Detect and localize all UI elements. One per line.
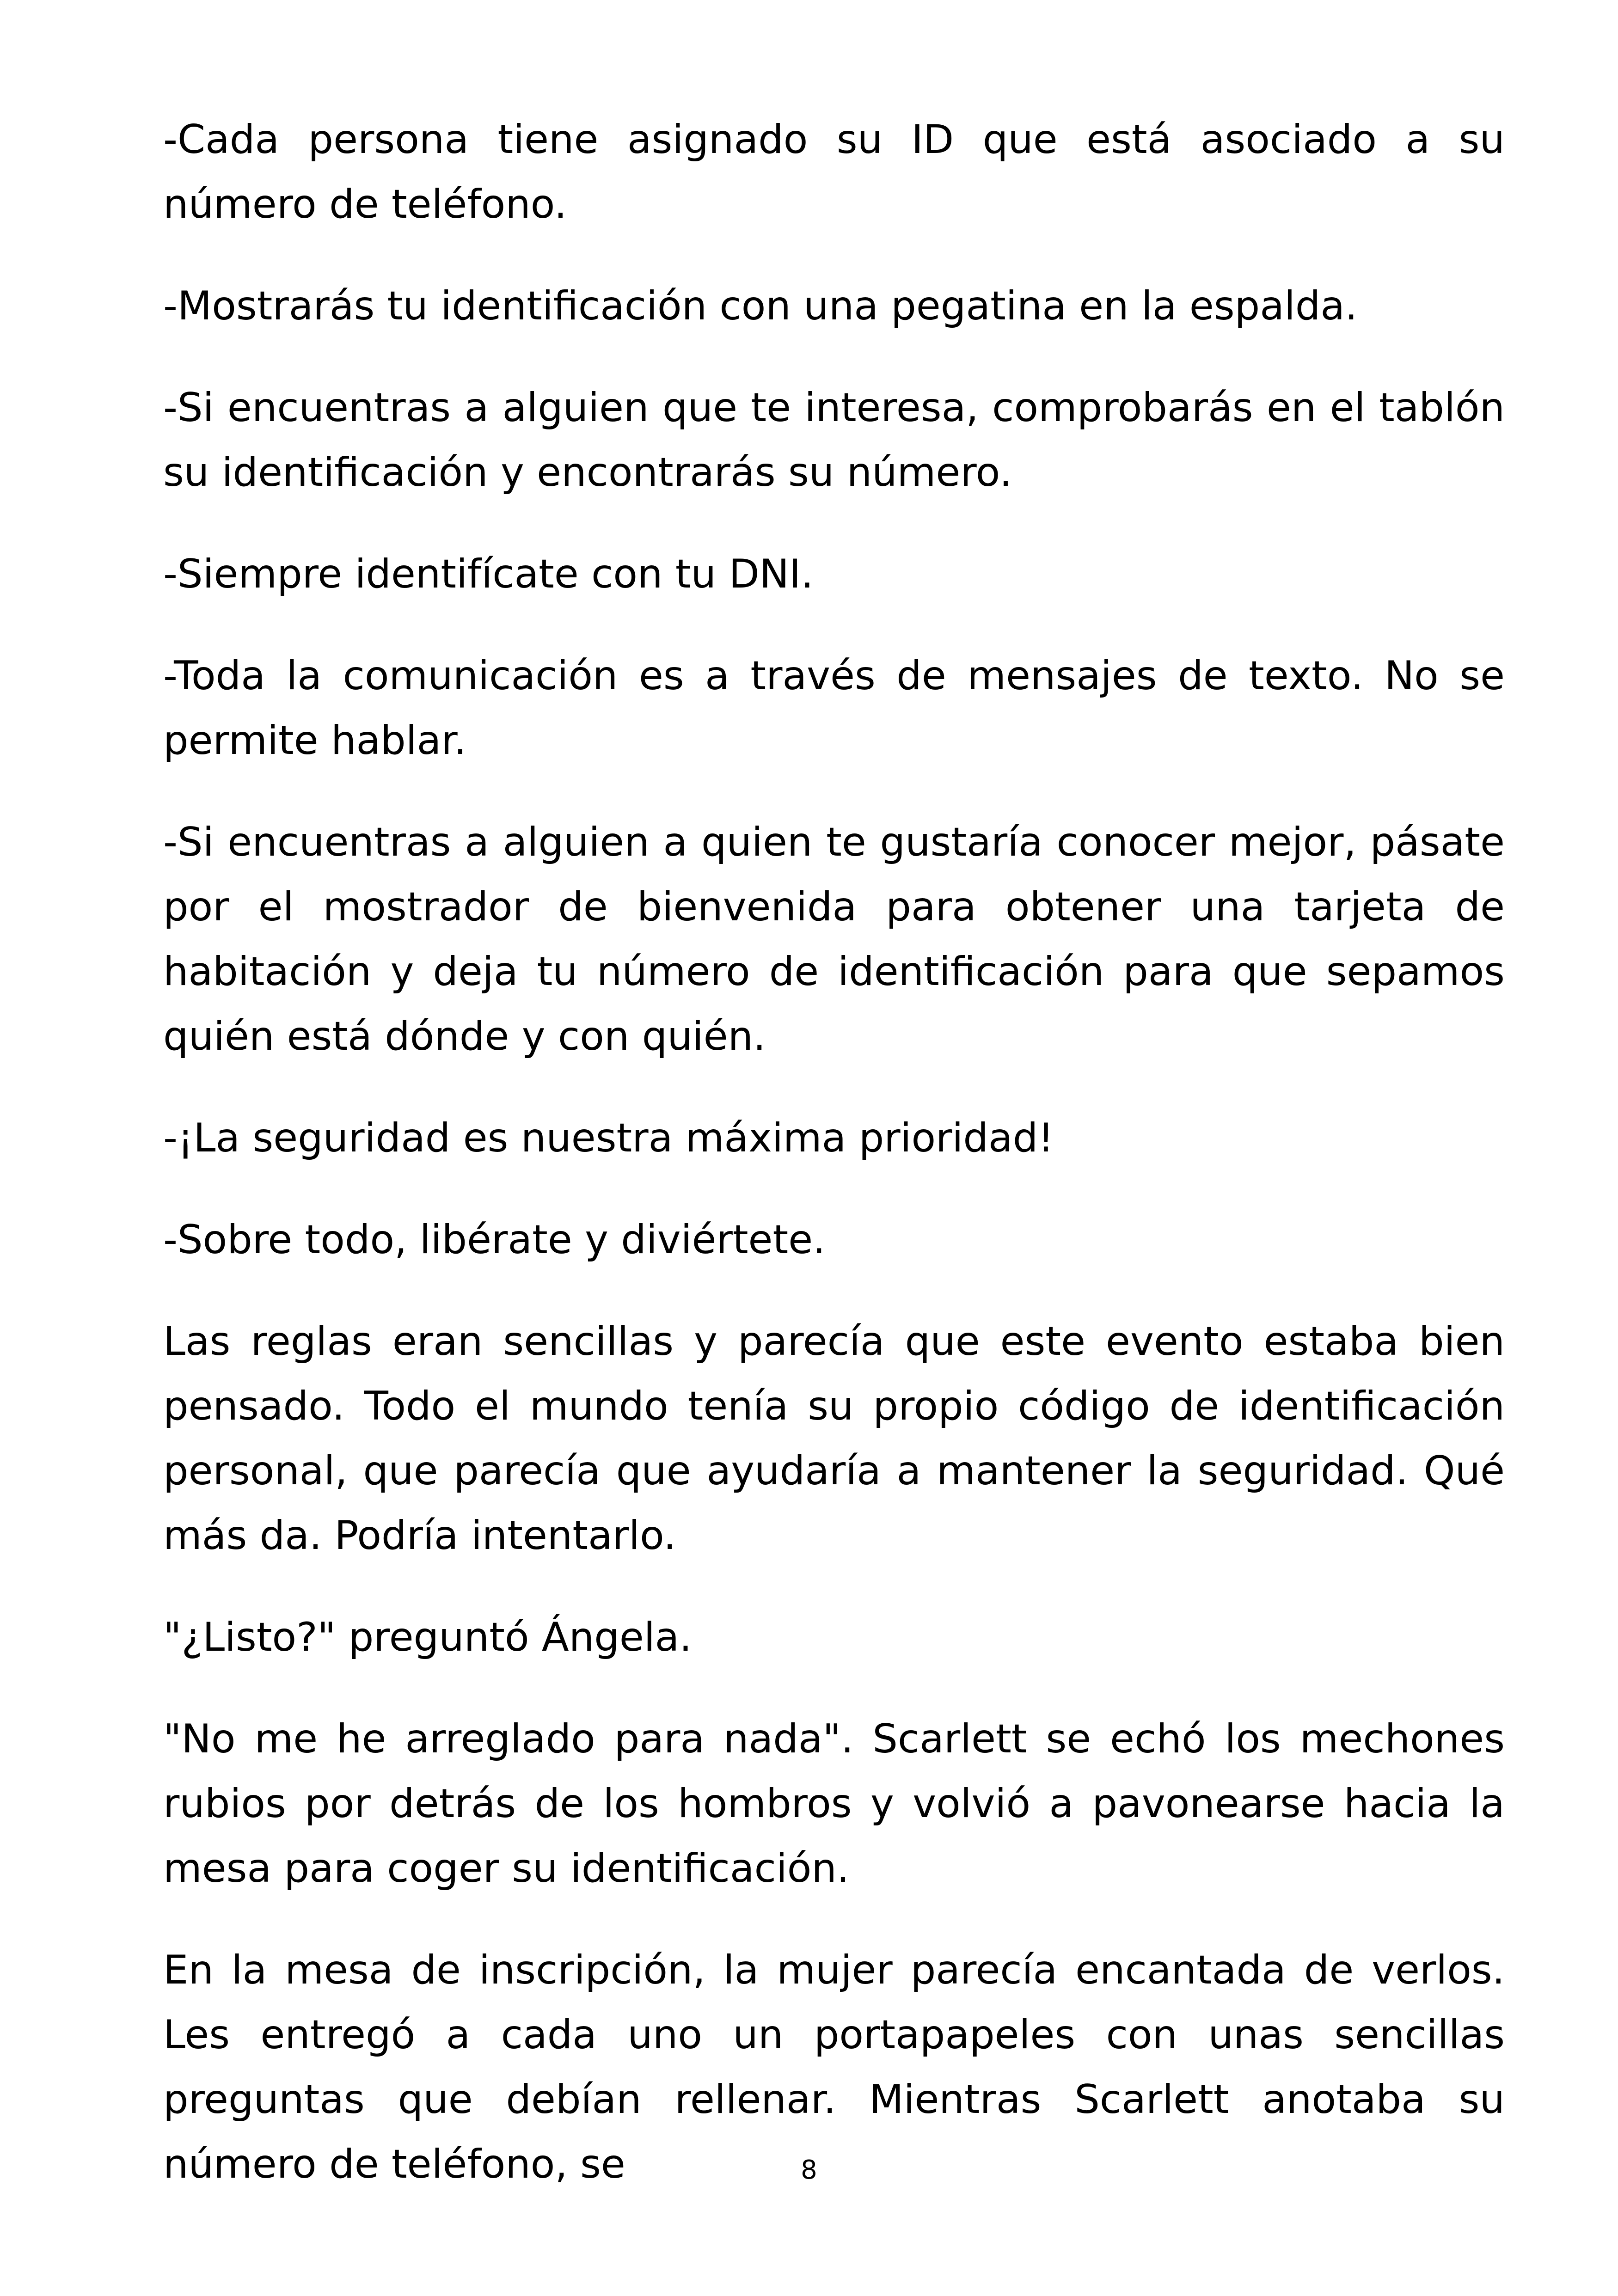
rule-sticker: -Mostrarás tu identificación con una pegatina en la espalda.: [163, 283, 1358, 329]
rule-board: -Si encuentras a alguien que te interesa, comprobarás en el tablón su identificación y encontrarás su número.: [163, 385, 1505, 496]
rule-fun: -Sobre todo, libérate y diviértete.: [163, 1217, 826, 1263]
dialogue-paragraph: "No me he arreglado para nada". Scarlett se echó los mechones rubios por detrás de los hombros y volvió a pavonearse hacia la mesa para coger su identificación.: [163, 1716, 1505, 1892]
dialogue-paragraph: "¿Listo?" preguntó Ángela.: [163, 1614, 692, 1660]
page-number: 8: [801, 2155, 817, 2185]
body-text: [163, 107, 1505, 2234]
narrative-paragraph: Las reglas eran sencillas y parecía que este evento estaba bien pensado. Todo el mundo tenía su propio código de identificación personal, que parecía que ayudaría a mantener la seguridad. Qué más da. Podría intentarlo.: [163, 1318, 1505, 1559]
rule-phone-id: -Cada persona tiene asignado su ID que está asociado a su número de teléfono.: [163, 116, 1505, 227]
rule-room-card: -Si encuentras a alguien a quien te gustaría conocer mejor, pásate por el mostrador de bienvenida para obtener una tarjeta de habitación y deja tu número de identificación para que sepamos quién está dónde y con quién.: [163, 819, 1505, 1059]
narrative-paragraph: En la mesa de inscripción, la mujer parecía encantada de verlos. Les entregó a cada uno un portapapeles con unas sencillas preguntas que debían rellenar. Mientras Scarlett anotaba su número de teléfono, se: [163, 1947, 1505, 2187]
rule-text-only: -Toda la comunicación es a través de mensajes de texto. No se permite hablar.: [163, 653, 1505, 764]
rule-dni: -Siempre identifícate con tu DNI.: [163, 551, 814, 597]
rule-safety: -¡La seguridad es nuestra máxima prioridad!: [163, 1115, 1054, 1161]
